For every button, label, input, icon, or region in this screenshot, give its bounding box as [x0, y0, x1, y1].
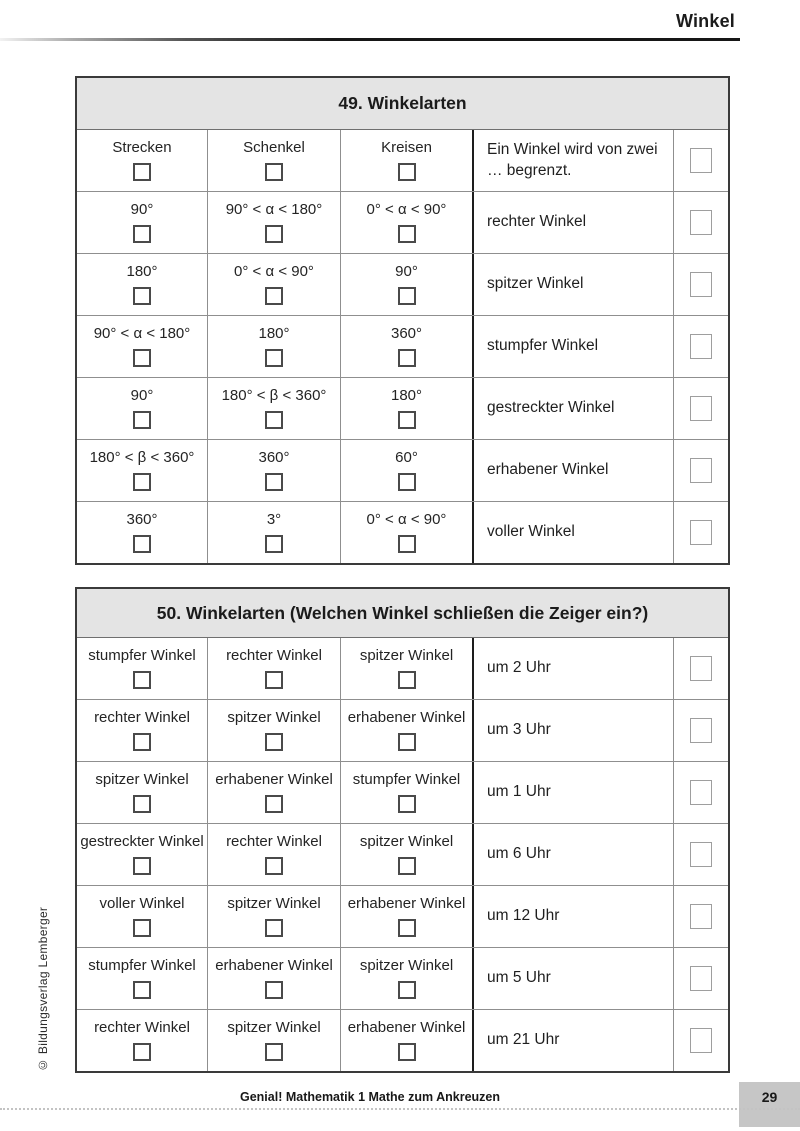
option-cell	[77, 948, 208, 1009]
option-label: erhabener Winkel	[215, 956, 333, 974]
prompt-text: um 2 Uhr	[487, 659, 551, 677]
option-label: 60°	[395, 448, 418, 466]
option-cell	[208, 316, 341, 377]
prompt-text: rechter Winkel	[487, 213, 587, 231]
prompt-text: um 3 Uhr	[487, 721, 551, 739]
option-cell	[341, 886, 474, 947]
option-label: rechter Winkel	[226, 832, 322, 850]
option-label: spitzer Winkel	[359, 956, 454, 974]
prompt-cell	[474, 700, 674, 761]
option-label: 360°	[126, 510, 158, 528]
option-checkbox[interactable]	[265, 535, 283, 553]
answer-box[interactable]	[690, 966, 712, 991]
option-checkbox[interactable]	[398, 981, 416, 999]
option-cell	[341, 1010, 474, 1071]
prompt-text: um 21 Uhr	[487, 1031, 560, 1049]
answer-cell	[674, 700, 728, 761]
answer-box[interactable]	[690, 780, 712, 805]
option-checkbox[interactable]	[398, 919, 416, 937]
table-49	[75, 76, 730, 565]
table-50	[75, 587, 730, 1073]
table-row	[77, 1009, 728, 1071]
option-checkbox[interactable]	[133, 1043, 151, 1061]
footer-dotted-rule	[0, 1108, 800, 1110]
option-checkbox[interactable]	[265, 349, 283, 367]
answer-cell	[674, 502, 728, 563]
table-row	[77, 501, 728, 563]
option-checkbox[interactable]	[133, 795, 151, 813]
option-checkbox[interactable]	[398, 287, 416, 305]
answer-cell	[674, 378, 728, 439]
option-cell	[341, 378, 474, 439]
option-label: spitzer Winkel	[227, 894, 321, 912]
option-label: rechter Winkel	[226, 646, 322, 664]
option-checkbox[interactable]	[133, 919, 151, 937]
option-label: 180° < β < 360°	[89, 448, 195, 466]
page-number-box	[739, 1082, 800, 1127]
page-number: 29	[761, 1089, 778, 1105]
prompt-cell	[474, 762, 674, 823]
option-label: 90°	[395, 262, 418, 280]
option-label: rechter Winkel	[94, 1018, 190, 1036]
option-label: 3°	[266, 510, 282, 528]
prompt-text: Ein Winkel wird von zwei … begrenzt.	[487, 140, 658, 179]
option-label: 90° < α < 180°	[93, 324, 191, 342]
option-checkbox[interactable]	[133, 287, 151, 305]
prompt-cell	[474, 638, 674, 699]
option-cell	[77, 254, 208, 315]
answer-cell	[674, 638, 728, 699]
option-checkbox[interactable]	[265, 733, 283, 751]
answer-box[interactable]	[690, 904, 712, 929]
table-row	[77, 191, 728, 253]
option-checkbox[interactable]	[265, 795, 283, 813]
table-row	[77, 315, 728, 377]
option-cell	[208, 378, 341, 439]
option-cell	[341, 948, 474, 1009]
option-cell	[77, 192, 208, 253]
option-cell	[77, 130, 208, 191]
table-50-title: 50. Winkelarten (Welchen Winkel schließen die Zeiger ein?)	[77, 589, 728, 638]
prompt-text: gestreckter Winkel	[487, 399, 615, 417]
option-checkbox[interactable]	[265, 919, 283, 937]
option-label: Schenkel	[243, 138, 305, 156]
option-cell	[208, 948, 341, 1009]
table-row	[77, 377, 728, 439]
answer-box[interactable]	[690, 148, 712, 173]
prompt-text: um 1 Uhr	[487, 783, 551, 801]
prompt-cell	[474, 824, 674, 885]
option-label: 90° < α < 180°	[225, 200, 323, 218]
option-label: gestreckter Winkel	[80, 832, 204, 850]
table-row	[77, 823, 728, 885]
option-cell	[341, 762, 474, 823]
option-checkbox[interactable]	[398, 473, 416, 491]
option-checkbox[interactable]	[265, 1043, 283, 1061]
option-checkbox[interactable]	[265, 857, 283, 875]
prompt-cell	[474, 440, 674, 501]
option-cell	[77, 638, 208, 699]
option-cell	[208, 1010, 341, 1071]
option-label: 180°	[126, 262, 158, 280]
table-row	[77, 699, 728, 761]
option-checkbox[interactable]	[265, 671, 283, 689]
option-checkbox[interactable]	[398, 671, 416, 689]
prompt-text: spitzer Winkel	[487, 275, 584, 293]
option-label: 0° < α < 90°	[234, 262, 314, 280]
option-checkbox[interactable]	[133, 671, 151, 689]
answer-cell	[674, 192, 728, 253]
option-label: 360°	[390, 324, 423, 342]
option-cell	[341, 700, 474, 761]
answer-box[interactable]	[690, 458, 712, 483]
option-label: spitzer Winkel	[95, 770, 189, 788]
option-checkbox[interactable]	[133, 163, 151, 181]
answer-cell	[674, 316, 728, 377]
option-cell	[341, 316, 474, 377]
option-label: 180°	[390, 386, 423, 404]
option-checkbox[interactable]	[265, 225, 283, 243]
option-cell	[208, 130, 341, 191]
answer-box[interactable]	[690, 1028, 712, 1053]
prompt-text: um 5 Uhr	[487, 969, 551, 987]
option-label: voller Winkel	[99, 894, 185, 912]
option-label: stumpfer Winkel	[88, 646, 196, 664]
option-checkbox[interactable]	[398, 733, 416, 751]
prompt-cell	[474, 130, 674, 191]
table-row	[77, 947, 728, 1009]
option-checkbox[interactable]	[398, 225, 416, 243]
prompt-cell	[474, 316, 674, 377]
option-cell	[341, 824, 474, 885]
option-label: 0° < α < 90°	[366, 510, 447, 528]
prompt-cell	[474, 254, 674, 315]
option-label: 90°	[130, 386, 154, 404]
option-checkbox[interactable]	[265, 473, 283, 491]
answer-cell	[674, 886, 728, 947]
option-checkbox[interactable]	[398, 349, 416, 367]
option-cell	[77, 502, 208, 563]
option-cell	[208, 254, 341, 315]
option-label: 180°	[258, 324, 290, 342]
prompt-cell	[474, 192, 674, 253]
option-label: erhabener Winkel	[347, 1018, 466, 1036]
option-label: erhabener Winkel	[215, 770, 333, 788]
option-cell	[77, 1010, 208, 1071]
option-checkbox[interactable]	[133, 535, 151, 553]
answer-cell	[674, 254, 728, 315]
answer-cell	[674, 440, 728, 501]
answer-cell	[674, 824, 728, 885]
option-checkbox[interactable]	[265, 287, 283, 305]
option-label: rechter Winkel	[94, 708, 190, 726]
answer-cell	[674, 762, 728, 823]
option-cell	[77, 378, 208, 439]
option-label: stumpfer Winkel	[352, 770, 461, 788]
option-cell	[208, 824, 341, 885]
option-cell	[77, 316, 208, 377]
option-cell	[77, 762, 208, 823]
answer-box[interactable]	[690, 842, 712, 867]
option-checkbox[interactable]	[133, 349, 151, 367]
table-row	[77, 761, 728, 823]
answer-cell	[674, 1010, 728, 1071]
prompt-cell	[474, 502, 674, 563]
option-cell	[77, 440, 208, 501]
prompt-cell	[474, 886, 674, 947]
prompt-text: erhabener Winkel	[487, 461, 609, 479]
option-cell	[341, 440, 474, 501]
option-cell	[208, 762, 341, 823]
option-cell	[341, 254, 474, 315]
prompt-text: voller Winkel	[487, 523, 575, 541]
prompt-text: stumpfer Winkel	[487, 337, 599, 355]
answer-cell	[674, 130, 728, 191]
prompt-cell	[474, 1010, 674, 1071]
option-label: spitzer Winkel	[227, 1018, 321, 1036]
option-label: 90°	[130, 200, 154, 218]
answer-box[interactable]	[690, 272, 712, 297]
option-cell	[341, 502, 474, 563]
option-cell	[341, 638, 474, 699]
option-checkbox[interactable]	[398, 163, 416, 181]
option-cell	[77, 700, 208, 761]
option-label: 0° < α < 90°	[366, 200, 447, 218]
option-label: stumpfer Winkel	[88, 956, 196, 974]
answer-box[interactable]	[690, 520, 712, 545]
option-label: 360°	[258, 448, 290, 466]
option-label: 180° < β < 360°	[221, 386, 327, 404]
prompt-cell	[474, 378, 674, 439]
option-checkbox[interactable]	[265, 981, 283, 999]
option-checkbox[interactable]	[398, 857, 416, 875]
option-label: spitzer Winkel	[359, 832, 454, 850]
answer-box[interactable]	[690, 334, 712, 359]
answer-cell	[674, 948, 728, 1009]
option-checkbox[interactable]	[398, 411, 416, 429]
option-label: Kreisen	[381, 138, 432, 156]
answer-box[interactable]	[690, 718, 712, 743]
option-label: erhabener Winkel	[347, 894, 466, 912]
option-cell	[341, 130, 474, 191]
copyright-vertical-text: © Bildungsverlag Lemberger	[36, 906, 50, 1072]
table-row	[77, 439, 728, 501]
option-checkbox[interactable]	[398, 795, 416, 813]
option-checkbox[interactable]	[133, 473, 151, 491]
answer-box[interactable]	[690, 210, 712, 235]
option-checkbox[interactable]	[398, 1043, 416, 1061]
option-checkbox[interactable]	[133, 225, 151, 243]
option-checkbox[interactable]	[133, 733, 151, 751]
prompt-cell	[474, 948, 674, 1009]
option-cell	[208, 440, 341, 501]
header-rule	[0, 38, 740, 41]
table-row	[77, 638, 728, 699]
option-label: spitzer Winkel	[227, 708, 321, 726]
table-49-title: 49. Winkelarten	[77, 78, 728, 130]
option-cell	[208, 192, 341, 253]
option-cell	[208, 700, 341, 761]
option-checkbox[interactable]	[133, 411, 151, 429]
option-cell	[77, 886, 208, 947]
option-checkbox[interactable]	[265, 163, 283, 181]
option-cell	[208, 886, 341, 947]
prompt-text: um 12 Uhr	[487, 907, 560, 925]
option-cell	[341, 192, 474, 253]
option-cell	[77, 824, 208, 885]
prompt-text: um 6 Uhr	[487, 845, 551, 863]
option-label: erhabener Winkel	[347, 708, 466, 726]
page-title: Winkel	[675, 11, 735, 31]
answer-box[interactable]	[690, 656, 712, 681]
option-label: Strecken	[112, 138, 172, 156]
option-checkbox[interactable]	[398, 535, 416, 553]
option-checkbox[interactable]	[265, 411, 283, 429]
option-cell	[208, 638, 341, 699]
footer-text: Genial! Mathematik 1 Mathe zum Ankreuzen	[239, 1090, 500, 1104]
table-row	[77, 130, 728, 191]
option-checkbox[interactable]	[133, 981, 151, 999]
table-row	[77, 885, 728, 947]
option-cell	[208, 502, 341, 563]
answer-box[interactable]	[690, 396, 712, 421]
option-label: spitzer Winkel	[359, 646, 454, 664]
table-row	[77, 253, 728, 315]
option-checkbox[interactable]	[133, 857, 151, 875]
